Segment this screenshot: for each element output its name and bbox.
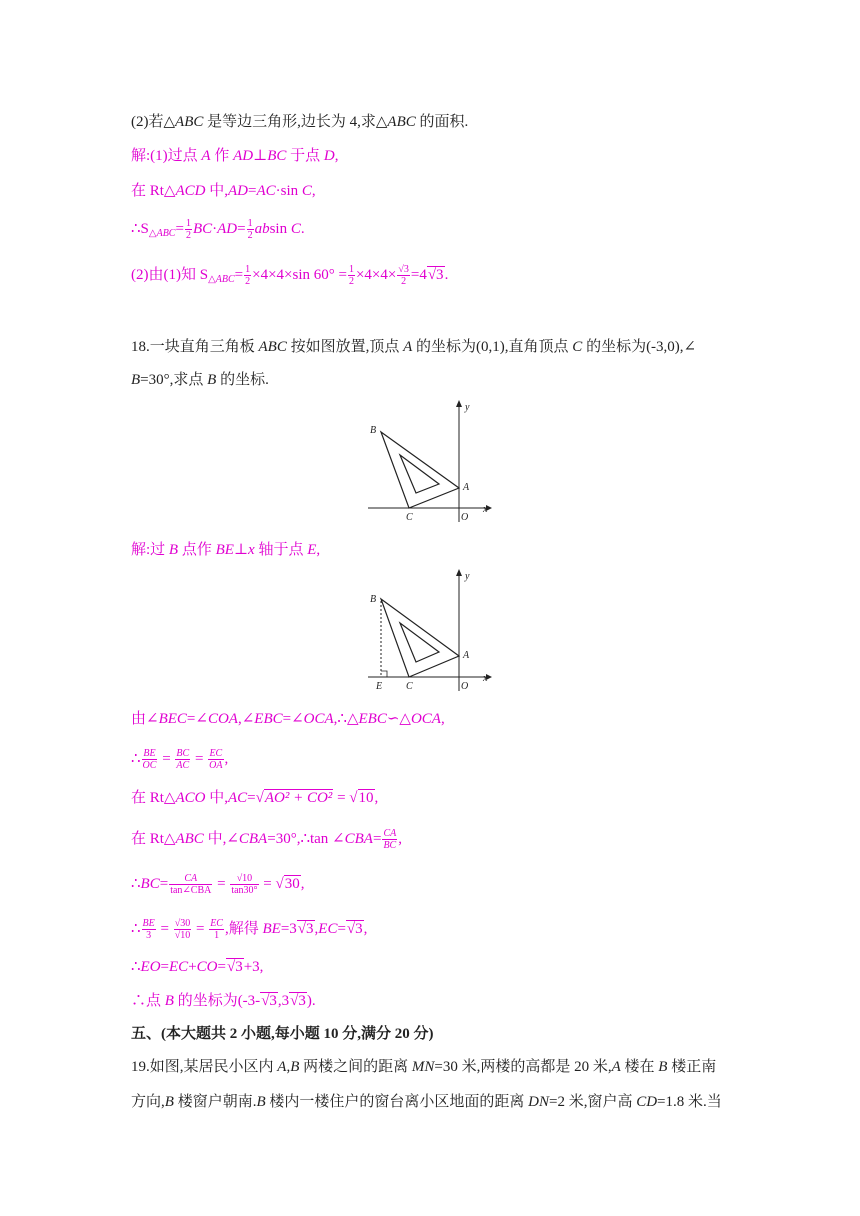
- solution-18-line-2: 由∠BEC=∠COA,∠EBC=∠OCA,∴△EBC∽△OCA,: [131, 711, 445, 727]
- y-axis-arrow: [456, 400, 462, 407]
- question-19-line-2: 方向,B 楼窗户朝南.B 楼内一楼住户的窗台离小区地面的距离 DN=2 米,窗户高 CD=1.8 米.当: [131, 1094, 722, 1110]
- solution-line-4: (2)由(1)知 $S_{\triangle ABC}=$ $\frac{1}{2}$ ×4×4×sin 60° = $\frac{1}{2}$ ×4×4× $\frac{√3}{2}$ =4√3.: [131, 264, 449, 287]
- right-angle-mark: [381, 671, 387, 677]
- question-19-line-1: 19.如图,某居民小区内 A,B 两楼之间的距离 MN=30 米,两楼的高都是 20 米,A 楼在 B 楼正南: [131, 1059, 717, 1075]
- label-B: B: [370, 594, 377, 605]
- triangle-figure-1: [362, 398, 492, 523]
- label-C: C: [406, 512, 413, 523]
- solution-18-line-7: ∴ $\frac{BE}{3}$ = $\frac{√30}{√10}$ = $\frac{EC}{1}$ ,解得 BE=3√3,EC=√3,: [131, 918, 368, 941]
- label-O: O: [461, 681, 469, 692]
- question-part-2: (2)若△ABC 是等边三角形,边长为 4,求△ABC 的面积.: [131, 114, 469, 130]
- label-A: A: [463, 650, 470, 661]
- label-C: C: [406, 681, 413, 692]
- question-18-line-1: 18.一块直角三角板 ABC 按如图放置,顶点 A 的坐标为(0,1),直角顶点 C 的坐标为(-3,0),∠: [131, 339, 697, 355]
- label-A: A: [463, 482, 470, 493]
- solution-18-line-5: 在 Rt△ABC 中,∠CBA=30°,∴tan ∠CBA= $\frac{CA}{BC}$ ,: [131, 828, 402, 851]
- solution-18-line-3: ∴ $\frac{BE}{OC}$ = $\frac{BC}{AC}$ = $\frac{EC}{OA}$ ,: [131, 748, 229, 771]
- solution-line-1: 解:(1)过点 A 作 AD⊥BC 于点 D,: [131, 148, 339, 164]
- inner-triangle: [400, 455, 439, 493]
- solution-18-line-6: ∴BC= $\frac{CA}{\text{tan∠CBA}}$ = $\frac{√10}{\tan 30^\circ}$ = √30,: [131, 873, 305, 896]
- solution-18-line-4: 在 Rt△ACO 中,AC=√AO² + CO² = √10,: [131, 790, 379, 806]
- solution-18-line-1: 解:过 B 点作 BE⊥x 轴于点 E,: [131, 542, 321, 558]
- label-x: x: [483, 673, 488, 684]
- triangle-figure-2: [362, 566, 492, 694]
- label-y: y: [465, 402, 470, 413]
- solution-18-line-9: ∴点 B 的坐标为(-3-√3,3√3).: [131, 993, 316, 1009]
- label-E: E: [376, 681, 383, 692]
- section-5-heading: 五、(本大题共 2 小题,每小题 10 分,满分 20 分): [131, 1026, 434, 1042]
- label-x: x: [483, 504, 488, 515]
- inner-triangle: [400, 623, 439, 662]
- solution-line-2: 在 Rt△ACD 中,AD=AC·sin C,: [131, 183, 316, 199]
- solution-line-3: $\therefore S_{\triangle ABC}=$ $\frac{1}{2}$ BC·AD= $\frac{1}{2}$ absin C.: [131, 218, 305, 241]
- y-axis-arrow: [456, 569, 462, 576]
- label-O: O: [461, 512, 469, 523]
- question-18-line-2: B=30°,求点 B 的坐标.: [131, 372, 269, 388]
- solution-18-line-8: ∴EO=EC+CO=√3+3,: [131, 959, 264, 975]
- label-y: y: [465, 571, 470, 582]
- label-B: B: [370, 425, 377, 436]
